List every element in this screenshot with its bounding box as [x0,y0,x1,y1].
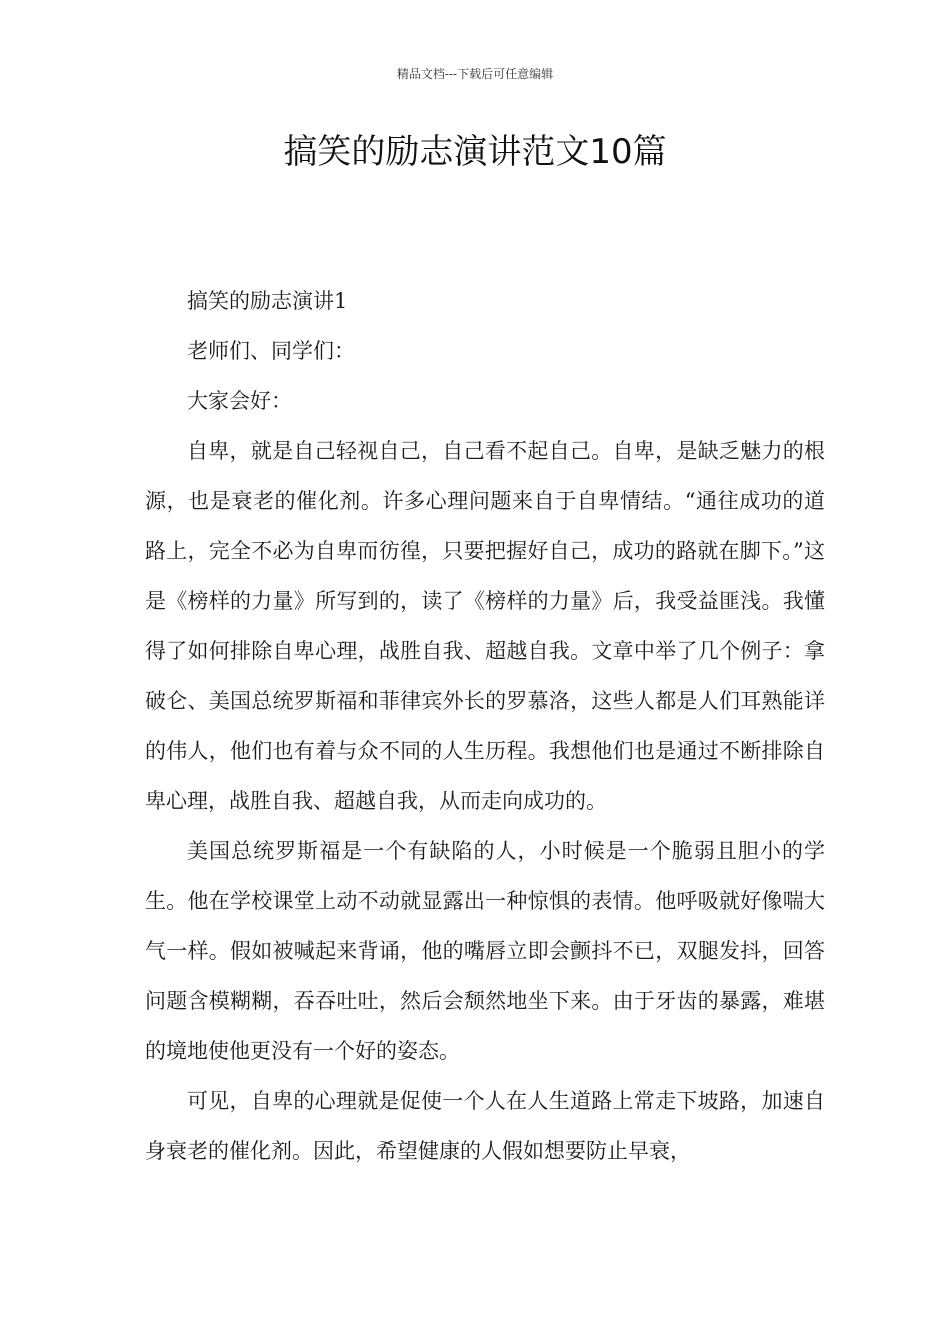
paragraph-inferiority: 自卑，就是自己轻视自己，自己看不起自己。自卑，是缺乏魅力的根源，也是衰老的催化剂。许多心理问题来自于自卑情结。“通往成功的道路上，完全不必为自卑而彷徨，只要把握好自己，成功的路就在脚下。”这是《榜样的力量》所写到的，读了《榜样的力量》后，我受益匪浅。我懂得了如何排除自卑心理，战胜自我、超越自我。文章中举了几个例子：拿破仑、美国总统罗斯福和菲律宾外长的罗慕洛，这些人都是人们耳熟能详的伟人，他们也有着与众不同的人生历程。我想他们也是通过不断排除自卑心理，战胜自我、超越自我，从而走向成功的。 [145,439,825,813]
greeting: 大家会好： [187,389,292,413]
document-title: 搞笑的励志演讲范文10篇 [283,132,667,172]
document-body [145,276,825,1176]
speech-heading: 搞笑的励志演讲1 [187,289,348,313]
paragraph-roosevelt: 美国总统罗斯福是一个有缺陷的人，小时候是一个脆弱且胆小的学生。他在学校课堂上动不动就显露出一种惊惧的表情。他呼吸就好像喘大气一样。假如被喊起来背诵，他的嘴唇立即会颤抖不已，双腿发抖，回答问题含模糊糊，吞吞吐吐，然后会颓然地坐下来。由于牙齿的暴露，难堪的境地使他更没有一个好的姿态。 [145,839,825,1063]
paragraph-conclusion: 可见，自卑的心理就是促使一个人在人生道路上常走下坡路，加速自身衰老的催化剂。因此，希望健康的人假如想要防止早衰， [145,1089,825,1163]
page-header-note: 精品文档---下载后可任意编辑 [396,67,554,81]
salutation: 老师们、同学们： [187,339,355,363]
